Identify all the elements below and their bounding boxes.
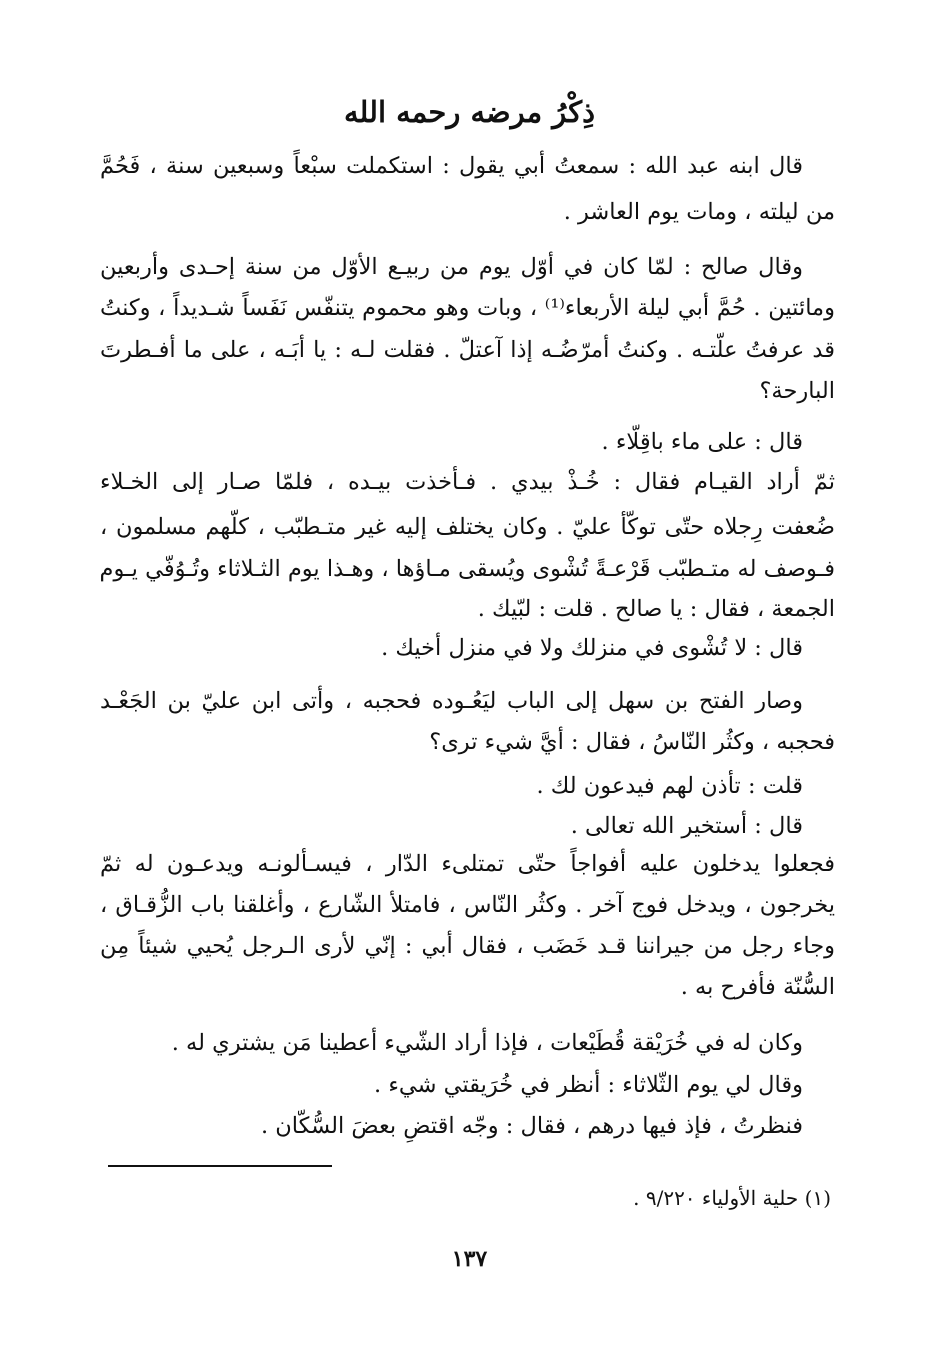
text-line: فـوصف له متـطبّب قَرْعـةً تُشْوى ويُسقى مـاؤها ، وهـذا يوم الثـلاثاء وتُـوُفّي يـوم <box>99 556 835 582</box>
text-line: السُّنّة فأفرح به . <box>680 974 835 1000</box>
footnote: (١) حلية الأولياء ٩/٢٢٠ . <box>633 1186 831 1210</box>
text-line: يخرجون ، ويدخل فوج آخر . وكثُر النّاس ، فامتلأ الشّارع ، وأغلقنا باب الزُّقـاق ، <box>100 892 835 918</box>
text-line: وقال صالح : لمّا كان في أوّل يوم من ربيـع الأوّل من سنة إحـدى وأربعين <box>100 254 803 280</box>
text-line: وصار الفتح بن سهل إلى الباب ليَعُـوده فحجبه ، وأتى ابن عليّ بن الجَعْـد <box>100 688 803 714</box>
text-line: البارحة؟ <box>759 378 835 404</box>
text-line: فنظرتُ ، فإذ فيها درهم ، فقال : وجّه اقتضِ بعضَ السُّكّان . <box>260 1113 803 1139</box>
text-line: قال : لا تُشْوى في منزلك ولا في منزل أخيك . <box>381 635 803 661</box>
text-line: قال : على ماء باقِلّاء . <box>601 429 803 455</box>
text-line: قال : أستخير الله تعالى . <box>570 813 803 839</box>
text-line: قلت : تأذن لهم فيدعون لك . <box>536 773 803 799</box>
text-line: وقال لي يوم الثّلاثاء : أنظر في خُرَيقتي شيء . <box>374 1072 803 1098</box>
text-line: قال ابنه عبد الله : سمعتُ أبي يقول : استكملت سبْعاً وسبعين سنة ، فَحُمَّ <box>100 153 803 179</box>
text-line: من ليلته ، ومات يوم العاشر . <box>563 199 835 225</box>
text-line: ومائتين . حُمَّ أبي ليلة الأربعاء⁽¹⁾ ، وبات وهو محموم يتنفّس نَفَساً شـديداً ، وكنتُ <box>100 295 835 321</box>
text-line: قد عرفتُ علّتـه . وكنتُ أمرّضُـه إذا آعتلّ . فقلت لـه : يا أبَـه ، على ما أفـطرتَ <box>100 337 835 363</box>
text-line: وجاء رجل من جيراننا قـد خَضَب ، فقال أبي : إنّي لأرى الـرجل يُحيي شيئاً مِن <box>100 933 835 959</box>
footnote-divider <box>108 1165 332 1167</box>
text-line: ضُعفت رِجلاه حتّى توكّأ عليّ . وكان يختلف إليه غير متـطبّب ، كلّهم مسلمون ، <box>100 514 836 540</box>
text-line: فجعلوا يدخلون عليه أفواجاً حتّى تمتلىء الدّار ، فيسـألونـه ويدعـون له ثمّ <box>100 851 835 877</box>
text-line: ثمّ أراد القيـام فقال : خُـذْ بيدي . فـأخذت بيـده ، فلمّا صـار إلى الخـلاء <box>100 469 835 495</box>
text-line: وكان له في خُرَيْقة قُطَيْعات ، فإذا أراد الشّيء أعطينا مَن يشتري له . <box>171 1030 803 1056</box>
chapter-title: ذِكْرُ مرضه رحمه الله <box>343 95 595 129</box>
page-number: ١٣٧ <box>451 1246 488 1272</box>
text-line: الجمعة ، فقال : يا صالح . قلت : لبّيك . <box>477 596 835 622</box>
text-line: فحجبه ، وكثُر النّاسُ ، فقال : أيَّ شيء ترى؟ <box>429 729 835 755</box>
